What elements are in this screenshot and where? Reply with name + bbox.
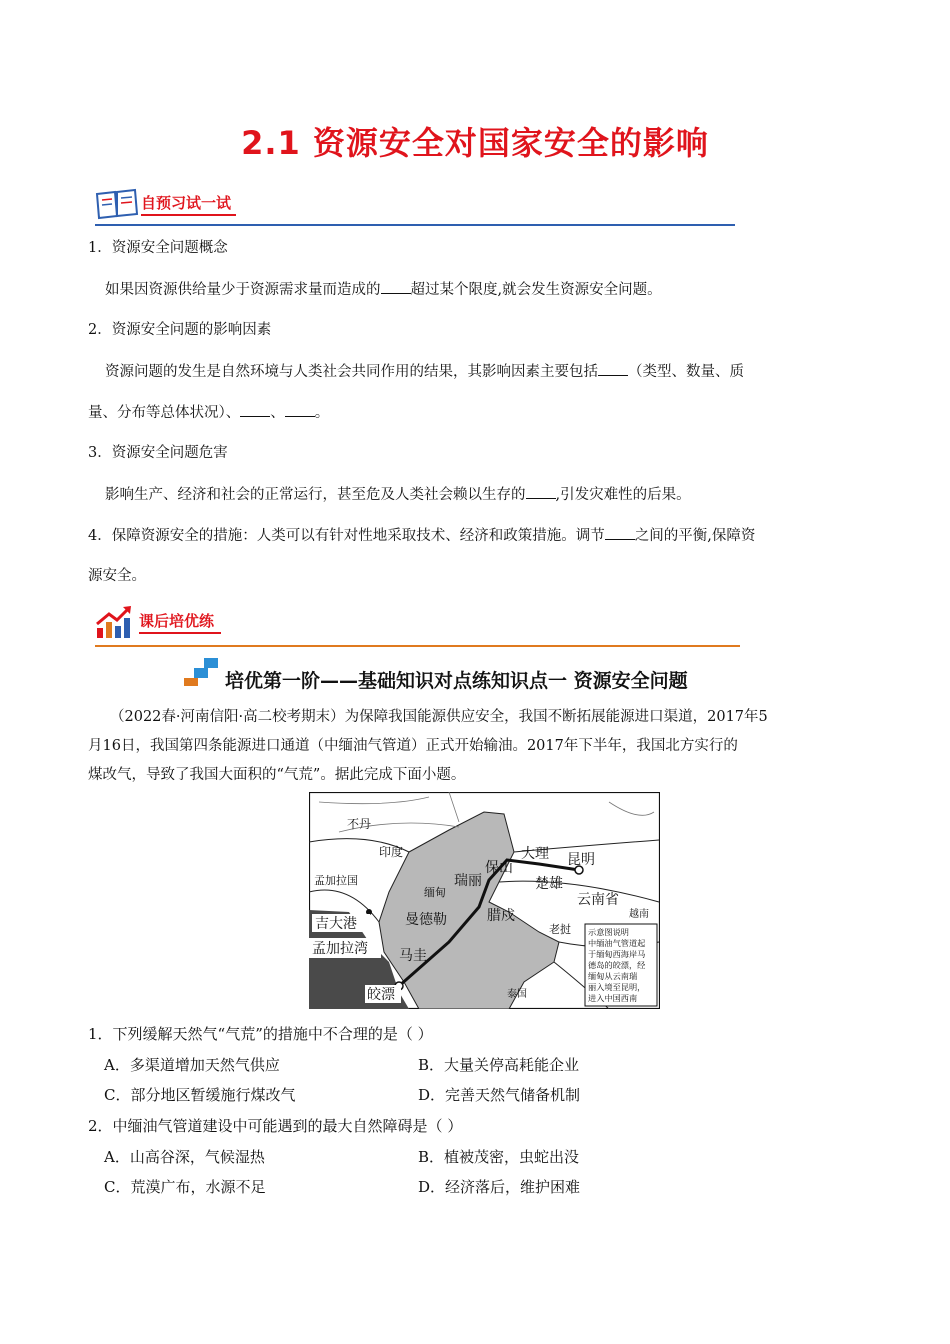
question-2-option-c[interactable]: C．荒漠广布，水源不足 — [104, 1178, 266, 1196]
svg-text:中缅油气管道起: 中缅油气管道起 — [588, 938, 646, 948]
section-divider — [95, 645, 740, 647]
growth-chart-icon — [95, 604, 135, 640]
map-label-bhutan: 不丹 — [347, 817, 372, 831]
section-divider — [95, 224, 735, 226]
question-1-stem: 1．下列缓解天然气“气荒”的措施中不合理的是（ ） — [88, 1025, 433, 1043]
question-2-option-d[interactable]: D．经济落后，维护困难 — [418, 1178, 581, 1196]
map-label-kunming: 昆明 — [567, 852, 595, 868]
map-label-chuxiong: 楚雄 — [535, 876, 563, 892]
section-label: 课后培优练 — [139, 612, 215, 630]
map-label-bangladesh: 孟加拉国 — [314, 874, 358, 887]
item-4-text: 4．保障资源安全的措施：人类可以有针对性地采取技术、经济和政策措施。调节 之间的平衡,保障资 — [88, 525, 755, 546]
map-label-muse: 瑞丽 — [454, 873, 482, 889]
question-1-option-c[interactable]: C．部分地区暂缓施行煤改气 — [104, 1086, 296, 1104]
practice-section-header — [95, 604, 740, 644]
svg-text:示意图说明: 示意图说明 — [588, 927, 629, 937]
map-label-india: 印度 — [379, 845, 404, 859]
item-1-head: 1．资源安全问题概念 — [88, 240, 228, 256]
question-2-option-a[interactable]: A．山高谷深，气候湿热 — [104, 1148, 265, 1166]
pipeline-map — [309, 792, 660, 1009]
svg-text:进入中国西南: 进入中国西南 — [588, 993, 638, 1003]
item-3-head: 3．资源安全问题危害 — [88, 445, 228, 461]
item-1-text: 如果因资源供给量少于资源需求量而造成的 超过某个限度,就会发生资源安全问题。 — [105, 279, 662, 300]
svg-text:丽入境至昆明，: 丽入境至昆明， — [588, 982, 646, 992]
section-label: 自预习试一试 — [141, 194, 232, 212]
book-icon — [95, 188, 139, 220]
svg-text:缅甸从云南瑞: 缅甸从云南瑞 — [588, 971, 638, 981]
item-3-text: 影响生产、经济和社会的正常运行，甚至危及人类社会赖以生存的 ,引发灾难性的后果。 — [105, 484, 691, 505]
map-label-yunnan: 云南省 — [577, 892, 619, 908]
item-2-text-cont: 量、分布等总体状况）、 、 。 — [88, 402, 329, 423]
stair-icon — [182, 656, 220, 688]
map-label-baoshan: 保山 — [485, 860, 513, 876]
map-label-vietnam: 越南 — [629, 909, 649, 920]
intro-line-3: 煤改气，导致了我国大面积的“气荒”。据此完成下面小题。 — [88, 767, 466, 783]
map-label-myanmar: 缅甸 — [424, 886, 446, 899]
svg-text:德岛的皎漂，经: 德岛的皎漂，经 — [588, 960, 646, 970]
map-label-magway: 马圭 — [399, 948, 427, 964]
question-2-stem: 2．中缅油气管道建设中可能遇到的最大自然障碍是（ ） — [88, 1117, 463, 1135]
question-1-option-b[interactable]: B．大量关停高耗能企业 — [418, 1056, 580, 1074]
practice-subtitle: 培优第一阶——基础知识对点练知识点一 资源安全问题 — [225, 670, 688, 692]
map-label-thailand: 泰国 — [507, 989, 527, 1000]
item-2-text: 资源问题的发生是自然环境与人类社会共同作用的结果，其影响因素主要包括 （类型、数量、质 — [105, 361, 744, 382]
map-label-dali: 大理 — [521, 846, 549, 862]
map-note-box — [585, 924, 657, 1006]
map-label-laos: 老挝 — [549, 923, 571, 936]
question-1-option-a[interactable]: A．多渠道增加天然气供应 — [104, 1056, 280, 1074]
question-1-option-d[interactable]: D．完善天然气储备机制 — [418, 1086, 581, 1104]
question-2-option-b[interactable]: B．植被茂密，虫蛇出没 — [418, 1148, 580, 1166]
map-label-kyaukphyu: 皎漂 — [367, 987, 395, 1003]
intro-line-2: 月16日，我国第四条能源进口通道（中缅油气管道）正式开始输油。2017年下半年，我国北方实行的 — [88, 738, 738, 754]
item-4-text-cont: 源安全。 — [88, 568, 146, 584]
intro-line-1: （2022春·河南信阳·高二校考期末）为保障我国能源供应安全，我国不断拓展能源进口渠道，2017年5 — [110, 709, 768, 725]
preview-section-header — [95, 186, 740, 226]
map-label-mandalay: 曼德勒 — [405, 912, 447, 928]
page-title: 2.1 资源安全对国家安全的影响 — [241, 124, 709, 162]
item-2-head: 2．资源安全问题的影响因素 — [88, 322, 272, 338]
map-label-lashio: 腊戍 — [487, 908, 515, 924]
map-label-bay: 孟加拉湾 — [312, 941, 368, 957]
svg-text:于缅甸西海岸马: 于缅甸西海岸马 — [588, 949, 646, 959]
map-label-chittagong: 吉大港 — [315, 916, 357, 932]
